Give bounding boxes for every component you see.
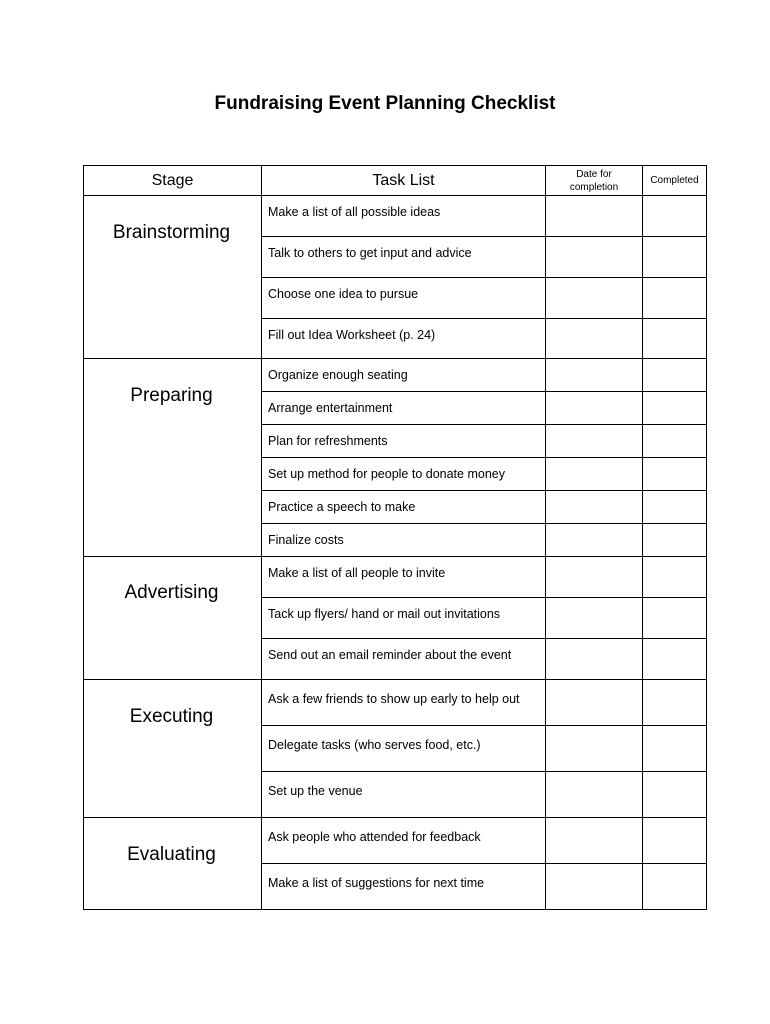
completed-cell[interactable] — [643, 196, 707, 237]
stage-cell — [84, 359, 262, 557]
task-cell — [262, 818, 546, 864]
task-row — [84, 680, 707, 726]
stage-label: Advertising — [124, 582, 219, 603]
task-label: Practice a speech to make — [268, 500, 416, 514]
stage-cell — [84, 680, 262, 818]
stage-cell — [84, 557, 262, 680]
header-completed: Completed — [643, 166, 707, 196]
task-label: Fill out Idea Worksheet (p. 24) — [268, 327, 436, 342]
date-for-completion-cell[interactable] — [546, 680, 643, 726]
task-row — [84, 557, 707, 598]
completed-cell[interactable] — [643, 639, 707, 680]
task-cell — [262, 772, 546, 818]
checklist-table — [83, 165, 707, 910]
task-cell — [262, 726, 546, 772]
completed-cell[interactable] — [643, 237, 707, 278]
stage-label: Evaluating — [127, 844, 216, 865]
date-for-completion-cell[interactable] — [546, 772, 643, 818]
completed-cell[interactable] — [643, 726, 707, 772]
task-cell — [262, 237, 546, 278]
task-row — [84, 196, 707, 237]
completed-cell[interactable] — [643, 359, 707, 392]
task-cell — [262, 458, 546, 491]
task-cell — [262, 864, 546, 910]
date-for-completion-cell[interactable] — [546, 278, 643, 319]
task-cell — [262, 598, 546, 639]
task-label: Talk to others to get input and advice — [268, 246, 472, 260]
completed-cell[interactable] — [643, 818, 707, 864]
task-cell — [262, 680, 546, 726]
date-for-completion-cell[interactable] — [546, 196, 643, 237]
header-task-list: Task List — [262, 166, 546, 196]
task-label: Delegate tasks (who serves food, etc.) — [268, 737, 481, 752]
completed-cell[interactable] — [643, 278, 707, 319]
task-label: Choose one idea to pursue — [268, 287, 419, 301]
date-for-completion-cell[interactable] — [546, 864, 643, 910]
task-cell — [262, 319, 546, 359]
task-cell — [262, 491, 546, 524]
task-cell — [262, 359, 546, 392]
completed-cell[interactable] — [643, 557, 707, 598]
task-row — [84, 818, 707, 864]
date-for-completion-cell[interactable] — [546, 818, 643, 864]
task-label: Make a list of all people to invite — [268, 566, 446, 580]
completed-cell[interactable] — [643, 458, 707, 491]
header-date-label: Date for completion — [569, 168, 619, 193]
completed-cell[interactable] — [643, 491, 707, 524]
completed-cell[interactable] — [643, 425, 707, 458]
page-title: Fundraising Event Planning Checklist — [214, 93, 556, 114]
date-for-completion-cell[interactable] — [546, 639, 643, 680]
task-cell — [262, 278, 546, 319]
task-label: Set up method for people to donate money — [268, 467, 505, 481]
date-for-completion-cell[interactable] — [546, 319, 643, 359]
task-label: Make a list of all possible ideas — [268, 205, 441, 219]
task-label: Set up the venue — [268, 783, 363, 798]
task-cell — [262, 425, 546, 458]
header-stage: Stage — [84, 166, 262, 196]
task-row — [84, 359, 707, 392]
stage-label: Preparing — [130, 385, 213, 406]
task-label: Ask a few friends to show up early to help out — [268, 691, 520, 706]
date-for-completion-cell[interactable] — [546, 598, 643, 639]
date-for-completion-cell[interactable] — [546, 359, 643, 392]
completed-cell[interactable] — [643, 598, 707, 639]
date-for-completion-cell[interactable] — [546, 237, 643, 278]
task-cell — [262, 557, 546, 598]
date-for-completion-cell[interactable] — [546, 557, 643, 598]
task-label: Send out an email reminder about the event — [268, 648, 512, 662]
task-label: Plan for refreshments — [268, 434, 388, 448]
date-for-completion-cell[interactable] — [546, 392, 643, 425]
checklist-body — [84, 166, 707, 910]
completed-cell[interactable] — [643, 680, 707, 726]
stage-label: Executing — [129, 706, 214, 727]
task-label: Ask people who attended for feedback — [268, 829, 481, 844]
date-for-completion-cell[interactable] — [546, 458, 643, 491]
date-for-completion-cell[interactable] — [546, 726, 643, 772]
task-cell — [262, 196, 546, 237]
task-label: Finalize costs — [268, 533, 344, 547]
header-date-for-completion — [546, 166, 643, 196]
date-for-completion-cell[interactable] — [546, 425, 643, 458]
completed-cell[interactable] — [643, 772, 707, 818]
task-cell — [262, 639, 546, 680]
date-for-completion-cell[interactable] — [546, 491, 643, 524]
task-label: Organize enough seating — [268, 368, 408, 382]
task-label: Tack up flyers/ hand or mail out invitations — [268, 607, 501, 621]
stage-cell — [84, 818, 262, 910]
task-label: Arrange entertainment — [268, 401, 393, 415]
header-row — [84, 166, 707, 196]
task-label: Make a list of suggestions for next time — [268, 875, 485, 890]
completed-cell[interactable] — [643, 319, 707, 359]
completed-cell[interactable] — [643, 864, 707, 910]
completed-cell[interactable] — [643, 524, 707, 557]
task-cell — [262, 524, 546, 557]
stage-cell — [84, 196, 262, 359]
date-for-completion-cell[interactable] — [546, 524, 643, 557]
completed-cell[interactable] — [643, 392, 707, 425]
task-cell — [262, 392, 546, 425]
stage-label: Brainstorming — [112, 222, 231, 243]
